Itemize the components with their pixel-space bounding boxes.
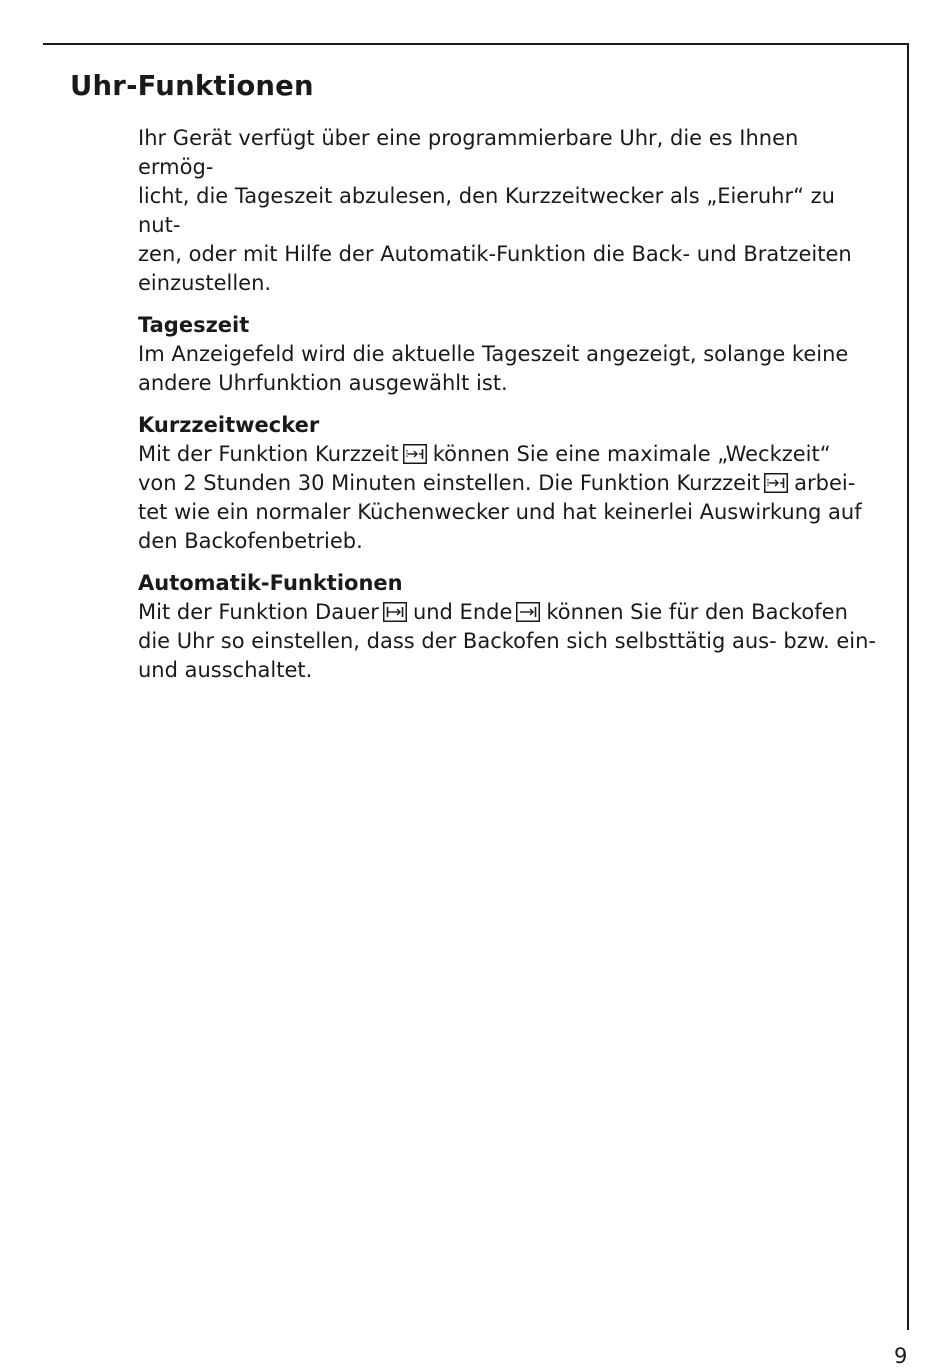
section-tageszeit: [138, 311, 878, 398]
text-line: und Ende: [412, 600, 513, 624]
text-line: können Sie eine maximale „Weckzeit“: [432, 442, 831, 466]
page-number: 9: [894, 1344, 908, 1368]
text-line: Im Anzeigefeld wird die aktuelle Tageszeit angezeigt, solange keine: [138, 342, 849, 366]
timer-arrow-to-bar-icon: [764, 473, 788, 493]
intro-line: Ihr Gerät verfügt über eine programmierbare Uhr, die es Ihnen ermög-: [138, 126, 799, 179]
text-line: tet wie ein normaler Küchenwecker und hat keinerlei Auswirkung auf: [138, 500, 862, 524]
end-arrow-to-bar-icon: [516, 602, 540, 622]
text-line: die Uhr so einstellen, dass der Backofen sich selbsttätig aus- bzw. ein-: [138, 629, 876, 653]
text-line: arbei-: [794, 471, 856, 495]
intro-line: licht, die Tageszeit abzulesen, den Kurzzeitwecker als „Eieruhr“ zu nut-: [138, 184, 835, 237]
section-text-tageszeit: [138, 340, 878, 398]
text-line: Mit der Funktion Kurzzeit: [138, 442, 399, 466]
section-kurzzeitwecker: [138, 411, 878, 556]
intro-line: zen, oder mit Hilfe der Automatik-Funktion die Back- und Bratzeiten: [138, 242, 852, 266]
right-rule: [907, 43, 909, 1330]
text-line: Mit der Funktion Dauer: [138, 600, 379, 624]
content: [138, 124, 878, 698]
section-heading-automatik: Automatik-Funktionen: [138, 571, 403, 595]
duration-bar-arrow-bar-icon: [383, 602, 407, 622]
section-text-kurzzeitwecker: [138, 440, 878, 556]
section-automatik: [138, 569, 878, 685]
section-text-automatik: [138, 598, 878, 685]
text-line: und ausschaltet.: [138, 658, 313, 682]
text-line: den Backofenbetrieb.: [138, 529, 363, 553]
text-line: können Sie für den Backofen: [546, 600, 848, 624]
section-heading-kurzzeitwecker: Kurzzeitwecker: [138, 413, 320, 437]
timer-arrow-to-bar-icon: [403, 444, 427, 464]
top-rule: [43, 43, 909, 45]
page-title: Uhr-Funktionen: [70, 70, 314, 102]
text-line: andere Uhrfunktion ausgewählt ist.: [138, 371, 508, 395]
intro-paragraph: [138, 124, 878, 298]
intro-line: einzustellen.: [138, 271, 272, 295]
section-heading-tageszeit: Tageszeit: [138, 313, 250, 337]
text-line: von 2 Stunden 30 Minuten einstellen. Die Funktion Kurzzeit: [138, 471, 761, 495]
